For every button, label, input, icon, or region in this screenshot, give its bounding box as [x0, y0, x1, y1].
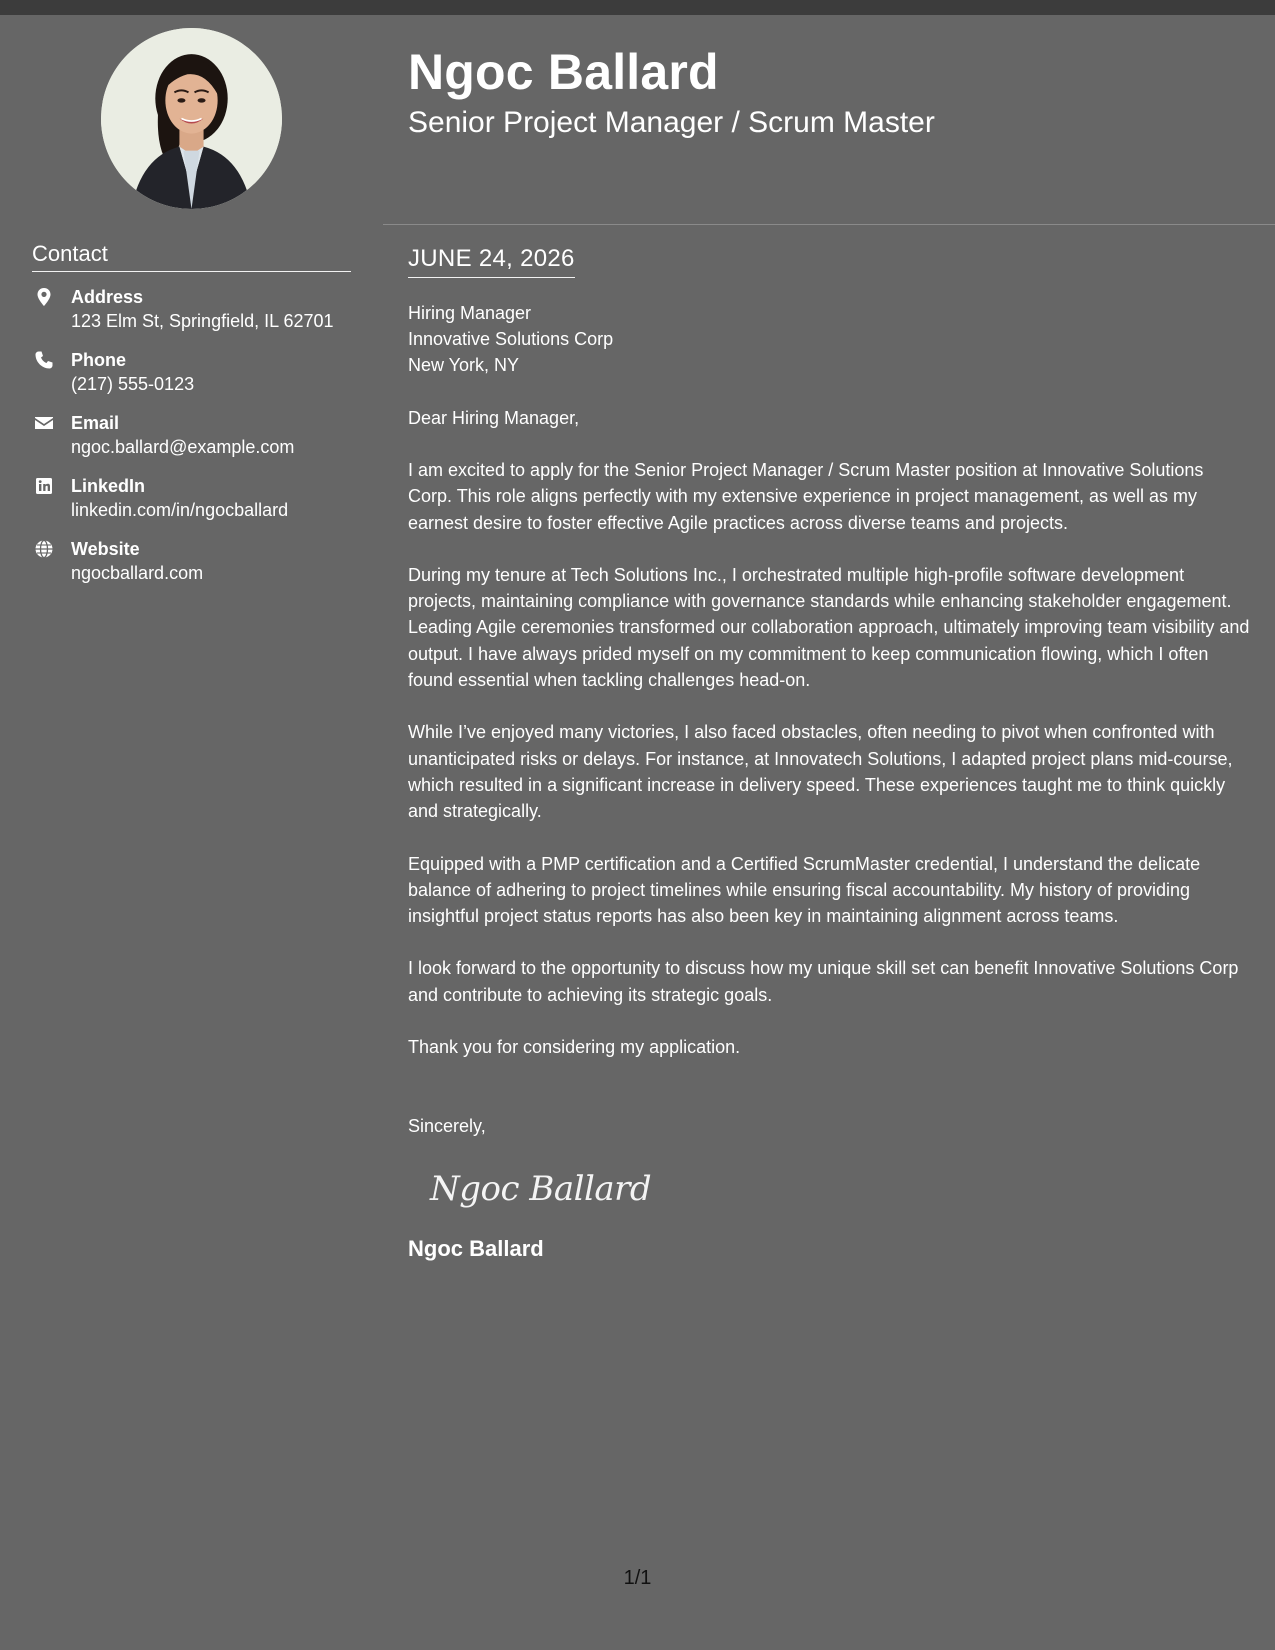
signed-name: Ngoc Ballard: [408, 1236, 544, 1262]
contact-item-website: [32, 537, 362, 600]
linkedin-label: LinkedIn: [71, 476, 146, 496]
contact-heading: Contact: [32, 241, 351, 272]
phone-value: (217) 555-0123: [71, 374, 195, 394]
contact-item-phone: [32, 348, 362, 411]
paragraph-4: Equipped with a PMP certification and a Certified ScrumMaster credential, I understand the delicate balance of adhering to project timelines while ensuring fiscal accountability. My history of providing insightful project status reports has also been key in maintaining alignment across teams.: [408, 853, 1201, 927]
contact-item-email: [32, 411, 362, 474]
letter-body: [408, 243, 1250, 1263]
paragraph-3: While I’ve enjoyed many victories, I also faced obstacles, often needing to pivot when confronted with unanticipated risks or delays. For instance, at Innovatech Solutions, I adapted project plans mid-course, which resulted in a significant increase in delivery speed. These experiences taught me to think quickly and strategically.: [408, 722, 1233, 822]
page-number: 1/1: [623, 1567, 652, 1589]
portrait-image: [101, 28, 282, 209]
contact-item-address: [32, 285, 362, 348]
linkedin-icon: [34, 476, 54, 496]
linkedin-value[interactable]: linkedin.com/in/ngocballard: [71, 500, 289, 520]
recipient-location: New York, NY: [408, 355, 520, 375]
header-name: Ngoc Ballard: [408, 44, 719, 100]
address-label: Address: [71, 287, 144, 307]
recipient-name: Hiring Manager: [408, 303, 532, 323]
contact-item-linkedin: [32, 474, 362, 537]
website-value[interactable]: ngocballard.com: [71, 563, 204, 583]
paragraph-1: I am excited to apply for the Senior Project Manager / Scrum Master position at Innovative Solutions Corp. This role aligns perfectly with my extensive experience in project management, as well as my earnest desire to foster effective Agile practices across diverse teams and projects.: [408, 460, 1204, 533]
recipient-block: [408, 300, 1250, 378]
closing: Sincerely,: [408, 1116, 486, 1137]
paragraph-2: During my tenure at Tech Solutions Inc., I orchestrated multiple high-profile software development projects, maintaining compliance with governance standards while enhancing stakeholder engagement. Leading Agile ceremonies transformed our collaboration approach, ultimately improving team visibility and output. I have always prided myself on my commitment to keep communication flowing, which I often found essential when tackling challenges head-on.: [408, 564, 1250, 691]
top-strip: [0, 0, 1275, 15]
envelope-icon: [34, 413, 54, 433]
contact-list: [32, 285, 362, 600]
phone-label: Phone: [71, 350, 127, 370]
paragraph-6: Thank you for considering my application.: [408, 1037, 741, 1058]
website-label: Website: [71, 539, 140, 559]
profile-photo: [101, 28, 282, 209]
recipient-company: Innovative Solutions Corp: [408, 329, 614, 349]
letter-date: JUNE 24, 2026: [408, 243, 575, 278]
handwritten-signature: Ngoc Ballard: [430, 1169, 652, 1210]
address-value: 123 Elm St, Springfield, IL 62701: [71, 311, 334, 331]
cover-letter-page: [0, 15, 1275, 1650]
paragraph-5: I look forward to the opportunity to discuss how my unique skill set can benefit Innovative Solutions Corp and contribute to achieving its strategic goals.: [408, 958, 1239, 1005]
phone-icon: [34, 350, 54, 370]
salutation: Dear Hiring Manager,: [408, 408, 580, 428]
header-job-title: Senior Project Manager / Scrum Master: [408, 106, 935, 139]
location-pin-icon: [34, 287, 54, 307]
header-divider: [383, 224, 1275, 225]
sidebar: [0, 15, 383, 1650]
email-label: Email: [71, 413, 120, 433]
email-value[interactable]: ngoc.ballard@example.com: [71, 437, 295, 457]
globe-icon: [34, 539, 54, 559]
